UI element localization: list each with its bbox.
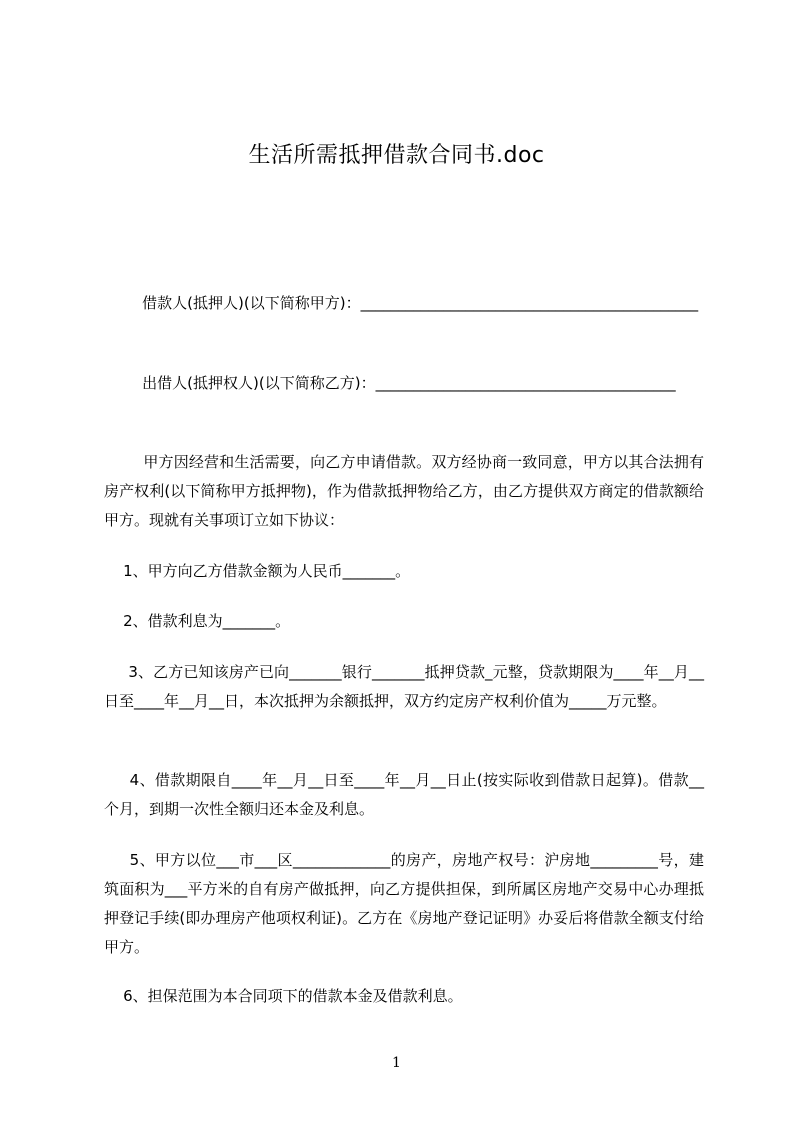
clause-2-interest: 2、借款利息为_______。 [104,612,291,630]
document-title: 生活所需抵押借款合同书.doc [248,143,545,168]
clause-5-collateral: 5、甲方以位___市___区_____________的房产，房地产权号：沪房地_________号，建筑面积为___平方米的自有房产做抵押，向乙方提供担保，到所属区房地产交易中心办理抵押登记手续(即办理房产他项权利证)。乙方在《房地产登记证明》办妥后将借款全额支付给甲方。 [104,851,704,956]
paragraph-preamble: 甲方因经营和生活需要，向乙方申请借款。双方经协商一致同意，甲方以其合法拥有房产权利(以下简称甲方抵押物)，作为借款抵押物给乙方，由乙方提供双方商定的借款额给甲方。现就有关事项订立如下协议： [104,453,704,529]
clause-3-existing-mortgage: 3、乙方已知该房产已向_______银行_______抵押贷款_元整，贷款期限为____年__月__日至____年__月__日，本次抵押为余额抵押，双方约定房产权利价值为_____万元整。 [104,663,705,710]
clause-1-loan-amount: 1、甲方向乙方借款金额为人民币_______。 [104,562,411,580]
page-number: 1 [392,1055,401,1071]
paragraph-lender: 出借人(抵押权人)(以下简称乙方)：________________________________________ [104,374,676,392]
paragraph-borrower: 借款人(抵押人)(以下简称甲方)：_____________________________________________ [104,294,699,312]
clause-6-guarantee-scope: 6、担保范围为本合同项下的借款本金及借款利息。 [104,987,463,1005]
clause-4-loan-term: 4、借款期限自____年__月__日至____年__月__日止(按实际收到借款日起算)。借款__个月，到期一次性全额归还本金及利息。 [104,771,704,818]
